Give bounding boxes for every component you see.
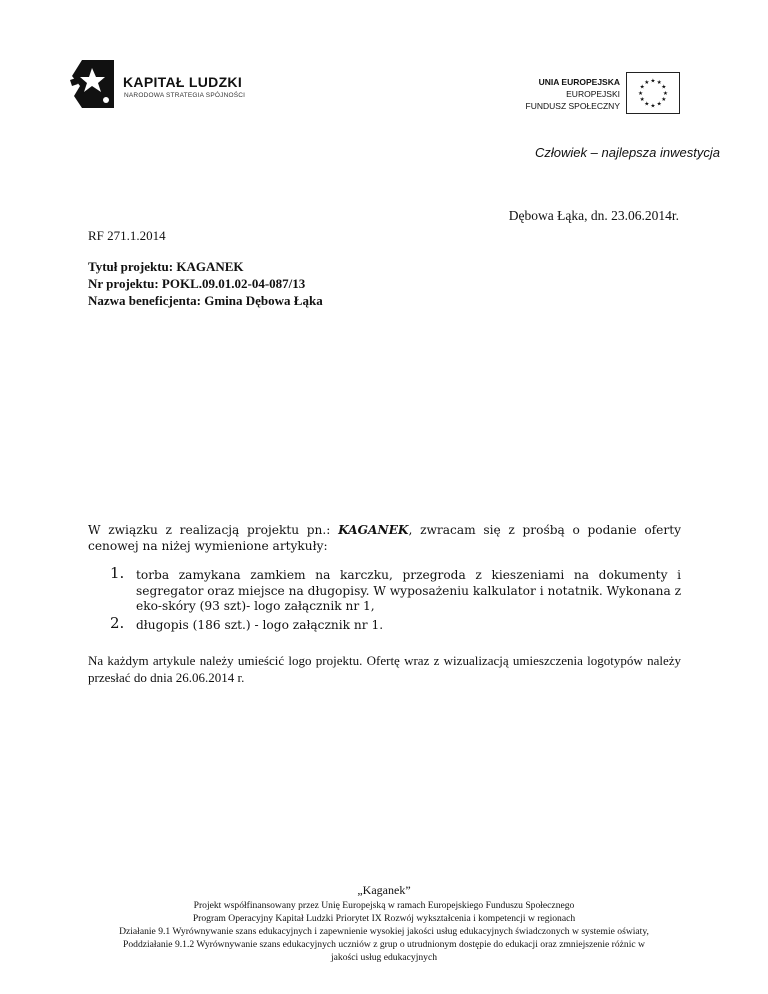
footer-project-name: „Kaganek” (357, 883, 411, 897)
svg-text:★: ★ (661, 97, 667, 104)
list-item-number: 2. (110, 613, 125, 632)
closing-note: Na każdym artykule należy umieścić logo projektu. Ofertę wraz z wizualizacją umieszczenia logotypów należy przesłać do dnia 26.06.2014 r. (88, 653, 681, 685)
intro-text-end: , zwracam się z prośbą o podanie oferty cenowej na niżej wymienione artykuły: (88, 523, 681, 553)
eu-line-1: UNIA EUROPEJSKA (538, 77, 620, 87)
svg-text:★: ★ (638, 90, 644, 97)
reference-number: RF 271.1.2014 (88, 228, 166, 243)
eu-logo (505, 72, 680, 118)
beneficiary-name: Nazwa beneficjenta: Gmina Dębowa Łąka (88, 293, 323, 308)
footer-line-4: Poddziałanie 9.1.2 Wyrównywanie szans edukacyjnych uczniów z grup o utrudnionym dostępie do edukacji oraz zmniejszenie różnic w (123, 939, 645, 950)
place-and-date: Dębowa Łąka, dn. 23.06.2014r. (508, 208, 679, 223)
svg-text:★: ★ (650, 103, 656, 110)
footer-line-5: jakości usług edukacyjnych (330, 952, 438, 963)
intro-paragraph (88, 522, 681, 554)
footer-line-3: Działanie 9.1 Wyrównywanie szans edukacyjnych i zapewnienie wysokiej jakości usług edukacyjnych świadczonych w systemie oświaty, (119, 926, 649, 937)
kapital-ludzki-subtitle: NARODOWA STRATEGIA SPÓJNOŚCI (124, 92, 246, 99)
svg-text:★: ★ (656, 80, 662, 87)
svg-text:★: ★ (644, 101, 650, 108)
svg-text:★: ★ (650, 78, 656, 85)
eu-line-2: EUROPEJSKI (566, 89, 620, 99)
project-number: Nr projektu: POKL.09.01.02-04-087/13 (88, 276, 306, 291)
item-list (88, 564, 682, 633)
list-item-number: 1. (110, 564, 125, 582)
eu-logo-text (526, 76, 620, 112)
project-title: Tytuł projektu: KAGANEK (88, 259, 244, 274)
list-item (88, 613, 681, 634)
svg-text:★: ★ (639, 84, 645, 91)
eu-flag-icon (626, 72, 680, 114)
kapital-ludzki-title: KAPITAŁ LUDZKI (123, 74, 243, 90)
footer (60, 882, 708, 964)
svg-text:★: ★ (639, 97, 645, 104)
svg-text:★: ★ (661, 84, 667, 91)
project-info (88, 258, 323, 309)
kapital-ludzki-emblem-icon (68, 58, 116, 110)
list-item-text: długopis (186 szt.) - logo załącznik nr 1. (136, 617, 384, 632)
footer-line-1: Projekt współfinansowany przez Unię Europejską w ramach Europejskiego Funduszu Społecznego (193, 900, 575, 911)
list-item-text: torba zamykana zamkiem na karczku, przegroda z kieszeniami na dokumenty i segregator oraz miejsce na długopisy. W wyposażeniu kalkulator i notatnik. Wykonana z eko-skóry (93 szt)- logo załącznik nr 1, (136, 568, 682, 613)
svg-text:★: ★ (644, 80, 650, 87)
svg-text:★: ★ (662, 90, 668, 97)
list-item (88, 564, 682, 615)
intro-text-start: W związku z realizacją projektu pn.: (88, 523, 339, 537)
intro-project-name: KAGANEK (338, 523, 409, 537)
kapital-ludzki-logo (68, 58, 268, 110)
eu-line-3: FUNDUSZ SPOŁECZNY (525, 101, 620, 111)
motto: Człowiek – najlepsza inwestycja (535, 145, 720, 160)
footer-line-2: Program Operacyjny Kapitał Ludzki Priorytet IX Rozwój wykształcenia i kompetencji w regionach (192, 913, 576, 924)
svg-text:★: ★ (656, 101, 662, 108)
